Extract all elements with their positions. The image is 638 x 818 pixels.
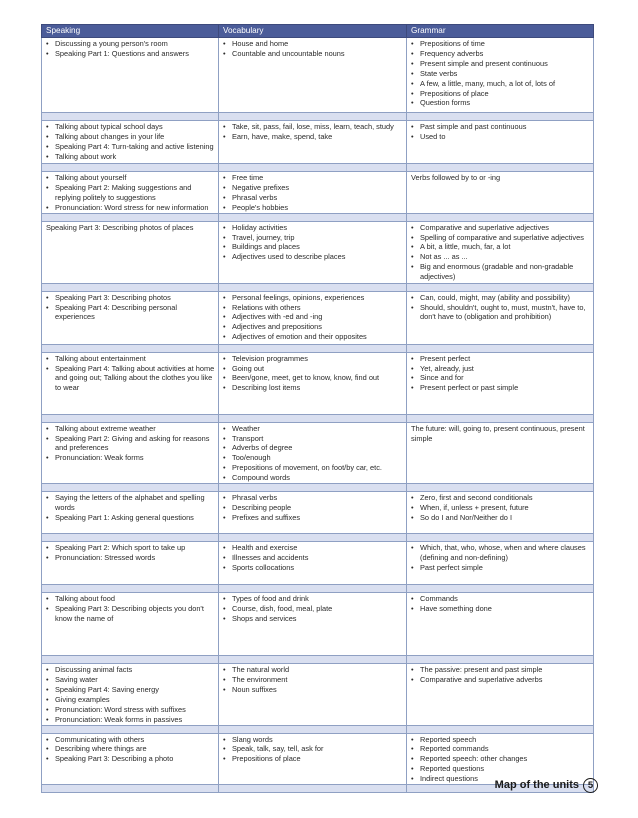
list-item: • Speaking Part 2: Which sport to take up [45,543,215,553]
header-vocabulary: Vocabulary [219,25,407,38]
list-item: • Reported speech: other changes [410,754,590,764]
list-item: • Weather [222,424,403,434]
grammar-list [410,122,590,142]
separator-cell [42,725,219,733]
vocabulary-list [222,493,403,523]
grammar-list [410,354,590,394]
separator-cell [219,484,407,492]
list-item: • A bit, a little, much, far, a lot [410,242,590,252]
vocabulary-list [222,293,403,343]
unit-separator [42,213,594,221]
list-item: • Speaking Part 3: Describing a photo [45,754,215,764]
list-item: • Describing lost items [222,383,403,393]
table-row [42,38,594,113]
list-item: • Personal feelings, opinions, experiences [222,293,403,303]
table-row [42,593,594,656]
unit-separator [42,725,594,733]
list-item: • Yet, already, just [410,364,590,374]
list-item: • Been/gone, meet, get to know, know, find out [222,373,403,383]
vocabulary-list [222,665,403,695]
separator-cell [42,283,219,291]
speaking-cell [42,664,219,725]
list-item: • Speaking Part 2: Giving and asking for reasons and preferences [45,434,215,454]
separator-cell [42,344,219,352]
grammar-list [410,665,590,685]
list-item: • Speaking Part 4: Describing personal experiences [45,303,215,323]
list-item: • Pronunciation: Weak forms in passives [45,715,215,725]
speaking-cell [42,542,219,585]
list-item: • Transport [222,434,403,444]
list-item: • Past perfect simple [410,563,590,573]
vocabulary-cell [219,664,407,725]
grammar-cell [407,492,594,534]
vocabulary-cell [219,221,407,283]
list-item: • Too/enough [222,453,403,463]
list-item: • Used to [410,132,590,142]
vocabulary-list [222,543,403,573]
list-item: • The environment [222,675,403,685]
speaking-list [45,122,215,162]
list-item: • Adjectives with -ed and -ing [222,312,403,322]
list-item: • Reported speech [410,735,590,745]
list-item: • Present perfect [410,354,590,364]
list-item: • Big and enormous (gradable and non-gradable adjectives) [410,262,590,282]
separator-cell [407,414,594,422]
list-item: • State verbs [410,69,590,79]
list-item: • Communicating with others [45,735,215,745]
units-body [42,38,594,793]
speaking-list [45,293,215,323]
separator-cell [407,164,594,172]
list-item: • When, if, unless + present, future [410,503,590,513]
table-row [42,221,594,283]
speaking-text: Speaking Part 3: Describing photos of places [46,222,194,232]
separator-cell [407,113,594,121]
footer [495,776,598,794]
list-item: • Reported commands [410,744,590,754]
unit-separator [42,344,594,352]
list-item: • Should, shouldn't, ought to, must, mustn't, have to, don't have to (obligation and prohibition) [410,303,590,323]
list-item: • Prefixes and suffixes [222,513,403,523]
list-item: • Talking about changes in your life [45,132,215,142]
table-row [42,291,594,344]
list-item: • Earn, have, make, spend, take [222,132,403,142]
list-item: • Comparative and superlative adjectives [410,223,590,233]
separator-cell [219,113,407,121]
grammar-list [410,594,590,614]
vocabulary-cell [219,121,407,164]
list-item: • Have something done [410,604,590,614]
list-item: • Speaking Part 3: Describing objects you don't know the name of [45,604,215,624]
list-item: • Free time [222,173,403,183]
separator-cell [407,585,594,593]
header-grammar: Grammar [407,25,594,38]
list-item: • Adjectives of emotion and their opposites [222,332,403,342]
speaking-cell [42,593,219,656]
vocabulary-cell [219,291,407,344]
list-item: • Past simple and past continuous [410,122,590,132]
separator-cell [42,414,219,422]
separator-cell [42,534,219,542]
list-item: • People's hobbies [222,203,403,213]
list-item: • Shops and services [222,614,403,624]
list-item: • Course, dish, food, meal, plate [222,604,403,614]
vocabulary-cell [219,542,407,585]
vocabulary-list [222,39,403,59]
speaking-list [45,594,215,624]
vocabulary-list [222,223,403,263]
separator-cell [219,725,407,733]
header-row [42,25,594,38]
vocabulary-cell [219,733,407,785]
table-row [42,542,594,585]
page-number: 5 [583,778,598,793]
vocabulary-cell [219,492,407,534]
speaking-cell [42,352,219,414]
list-item: • Sports collocations [222,563,403,573]
grammar-list [410,223,590,282]
grammar-cell [407,291,594,344]
list-item: • Take, sit, pass, fail, lose, miss, learn, teach, study [222,122,403,132]
separator-cell [42,164,219,172]
list-item: • House and home [222,39,403,49]
list-item: • Saving water [45,675,215,685]
list-item: • Holiday activities [222,223,403,233]
header-speaking: Speaking [42,25,219,38]
speaking-cell [42,172,219,214]
list-item: • Negative prefixes [222,183,403,193]
list-item: • So do I and Nor/Neither do I [410,513,590,523]
list-item: • Slang words [222,735,403,745]
list-item: • Which, that, who, whose, when and where clauses (defining and non-defining) [410,543,590,563]
footer-title: Map of the units [494,779,579,791]
list-item: • Going out [222,364,403,374]
separator-cell [219,534,407,542]
list-item: • Indirect questions [410,774,590,784]
list-item: • Question forms [410,98,590,108]
list-item: • Reported questions [410,764,590,774]
speaking-cell [42,291,219,344]
list-item: • Saying the letters of the alphabet and spelling words [45,493,215,513]
list-item: • Buildings and places [222,242,403,252]
list-item: • Prepositions of place [222,754,403,764]
list-item: • Since and for [410,373,590,383]
speaking-list [45,173,215,213]
grammar-cell [407,38,594,113]
list-item: • Comparative and superlative adverbs [410,675,590,685]
unit-separator [42,656,594,664]
list-item: • Talking about yourself [45,173,215,183]
grammar-cell [407,422,594,483]
separator-cell [42,785,219,793]
list-item: • Speaking Part 4: Talking about activities at home and going out; Talking about the clothes you like to wear [45,364,215,394]
separator-cell [407,283,594,291]
separator-cell [219,656,407,664]
separator-cell [42,656,219,664]
list-item: • Talking about extreme weather [45,424,215,434]
vocabulary-list [222,173,403,213]
vocabulary-cell [219,38,407,113]
speaking-list [45,493,215,523]
list-item: • Talking about work [45,152,215,162]
separator-cell [219,585,407,593]
vocabulary-list [222,354,403,394]
separator-cell [42,585,219,593]
speaking-list [45,39,215,59]
unit-separator [42,484,594,492]
separator-cell [219,283,407,291]
grammar-cell [407,221,594,283]
speaking-cell [42,121,219,164]
list-item: • Adverbs of degree [222,443,403,453]
grammar-cell [407,352,594,414]
speaking-cell [42,733,219,785]
list-item: • Prepositions of time [410,39,590,49]
table-row [42,121,594,164]
list-item: • Not as ... as ... [410,252,590,262]
speaking-list [45,735,215,765]
separator-cell [42,213,219,221]
list-item: • Noun suffixes [222,685,403,695]
vocabulary-cell [219,352,407,414]
list-item: • Pronunciation: Stressed words [45,553,215,563]
table-row [42,664,594,725]
unit-separator [42,283,594,291]
list-item: • Discussing a young person's room [45,39,215,49]
list-item: • The natural world [222,665,403,675]
vocabulary-list [222,735,403,765]
separator-cell [407,344,594,352]
grammar-text: Verbs followed by to or -ing [411,173,501,182]
separator-cell [407,725,594,733]
list-item: • Zero, first and second conditionals [410,493,590,503]
list-item: • Speaking Part 2: Making suggestions and replying politely to suggestions [45,183,215,203]
separator-cell [407,213,594,221]
speaking-cell [42,492,219,534]
separator-cell [219,344,407,352]
table-row [42,422,594,483]
vocabulary-list [222,122,403,142]
separator-cell [407,656,594,664]
units-map-table [41,24,594,793]
list-item: • Phrasal verbs [222,193,403,203]
list-item: • Pronunciation: Weak forms [45,453,215,463]
list-item: • A few, a little, many, much, a lot of, lots of [410,79,590,89]
list-item: • Speak, talk, say, tell, ask for [222,744,403,754]
list-item: • Pronunciation: Word stress for new information [45,203,215,213]
list-item: • Travel, journey, trip [222,233,403,243]
list-item: • Talking about entertainment [45,354,215,364]
list-item: • Talking about typical school days [45,122,215,132]
list-item: • Describing where things are [45,744,215,754]
separator-cell [219,164,407,172]
list-item: • Describing people [222,503,403,513]
list-item: • Spelling of comparative and superlative adjectives [410,233,590,243]
speaking-cell [42,221,219,283]
grammar-cell [407,542,594,585]
list-item: • Relations with others [222,303,403,313]
table-row [42,492,594,534]
table-row [42,352,594,414]
list-item: • Speaking Part 4: Saving energy [45,685,215,695]
separator-cell [42,113,219,121]
grammar-list [410,293,590,323]
list-item: • Speaking Part 4: Turn-taking and active listening [45,142,215,152]
vocabulary-list [222,424,403,483]
grammar-text: The future: will, going to, present continuous, present simple [411,423,585,443]
vocabulary-cell [219,172,407,214]
speaking-list [45,543,215,563]
list-item: • Adjectives and prepositions [222,322,403,332]
list-item: • Commands [410,594,590,604]
speaking-list [45,665,215,724]
list-item: • Speaking Part 1: Asking general questions [45,513,215,523]
separator-cell [219,414,407,422]
list-item: • Compound words [222,473,403,483]
table-row [42,172,594,214]
list-item: • Illnesses and accidents [222,553,403,563]
list-item: • Discussing animal facts [45,665,215,675]
grammar-list [410,543,590,573]
grammar-list [410,39,590,108]
list-item: • Speaking Part 3: Describing photos [45,293,215,303]
unit-separator [42,534,594,542]
list-item: • Adjectives used to describe places [222,252,403,262]
list-item: • Frequency adverbs [410,49,590,59]
list-item: • Talking about food [45,594,215,604]
grammar-cell [407,121,594,164]
list-item: • Phrasal verbs [222,493,403,503]
list-item: • Pronunciation: Word stress with suffixes [45,705,215,715]
list-item: • The passive: present and past simple [410,665,590,675]
unit-separator [42,113,594,121]
list-item: • Can, could, might, may (ability and possibility) [410,293,590,303]
list-item: • Present perfect or past simple [410,383,590,393]
separator-cell [219,785,407,793]
list-item: • Giving examples [45,695,215,705]
grammar-cell [407,172,594,214]
grammar-list [410,493,590,523]
list-item: • Countable and uncountable nouns [222,49,403,59]
list-item: • Television programmes [222,354,403,364]
list-item: • Prepositions of place [410,89,590,99]
vocabulary-list [222,594,403,624]
vocabulary-cell [219,593,407,656]
speaking-cell [42,422,219,483]
speaking-list [45,424,215,464]
separator-cell [407,534,594,542]
grammar-cell [407,593,594,656]
separator-cell [42,484,219,492]
vocabulary-cell [219,422,407,483]
unit-separator [42,414,594,422]
speaking-list [45,354,215,394]
list-item: • Speaking Part 1: Questions and answers [45,49,215,59]
separator-cell [407,484,594,492]
list-item: • Present simple and present continuous [410,59,590,69]
separator-cell [219,213,407,221]
unit-separator [42,164,594,172]
grammar-cell [407,664,594,725]
list-item: • Health and exercise [222,543,403,553]
unit-separator [42,585,594,593]
speaking-cell [42,38,219,113]
list-item: • Types of food and drink [222,594,403,604]
list-item: • Prepositions of movement, on foot/by car, etc. [222,463,403,473]
